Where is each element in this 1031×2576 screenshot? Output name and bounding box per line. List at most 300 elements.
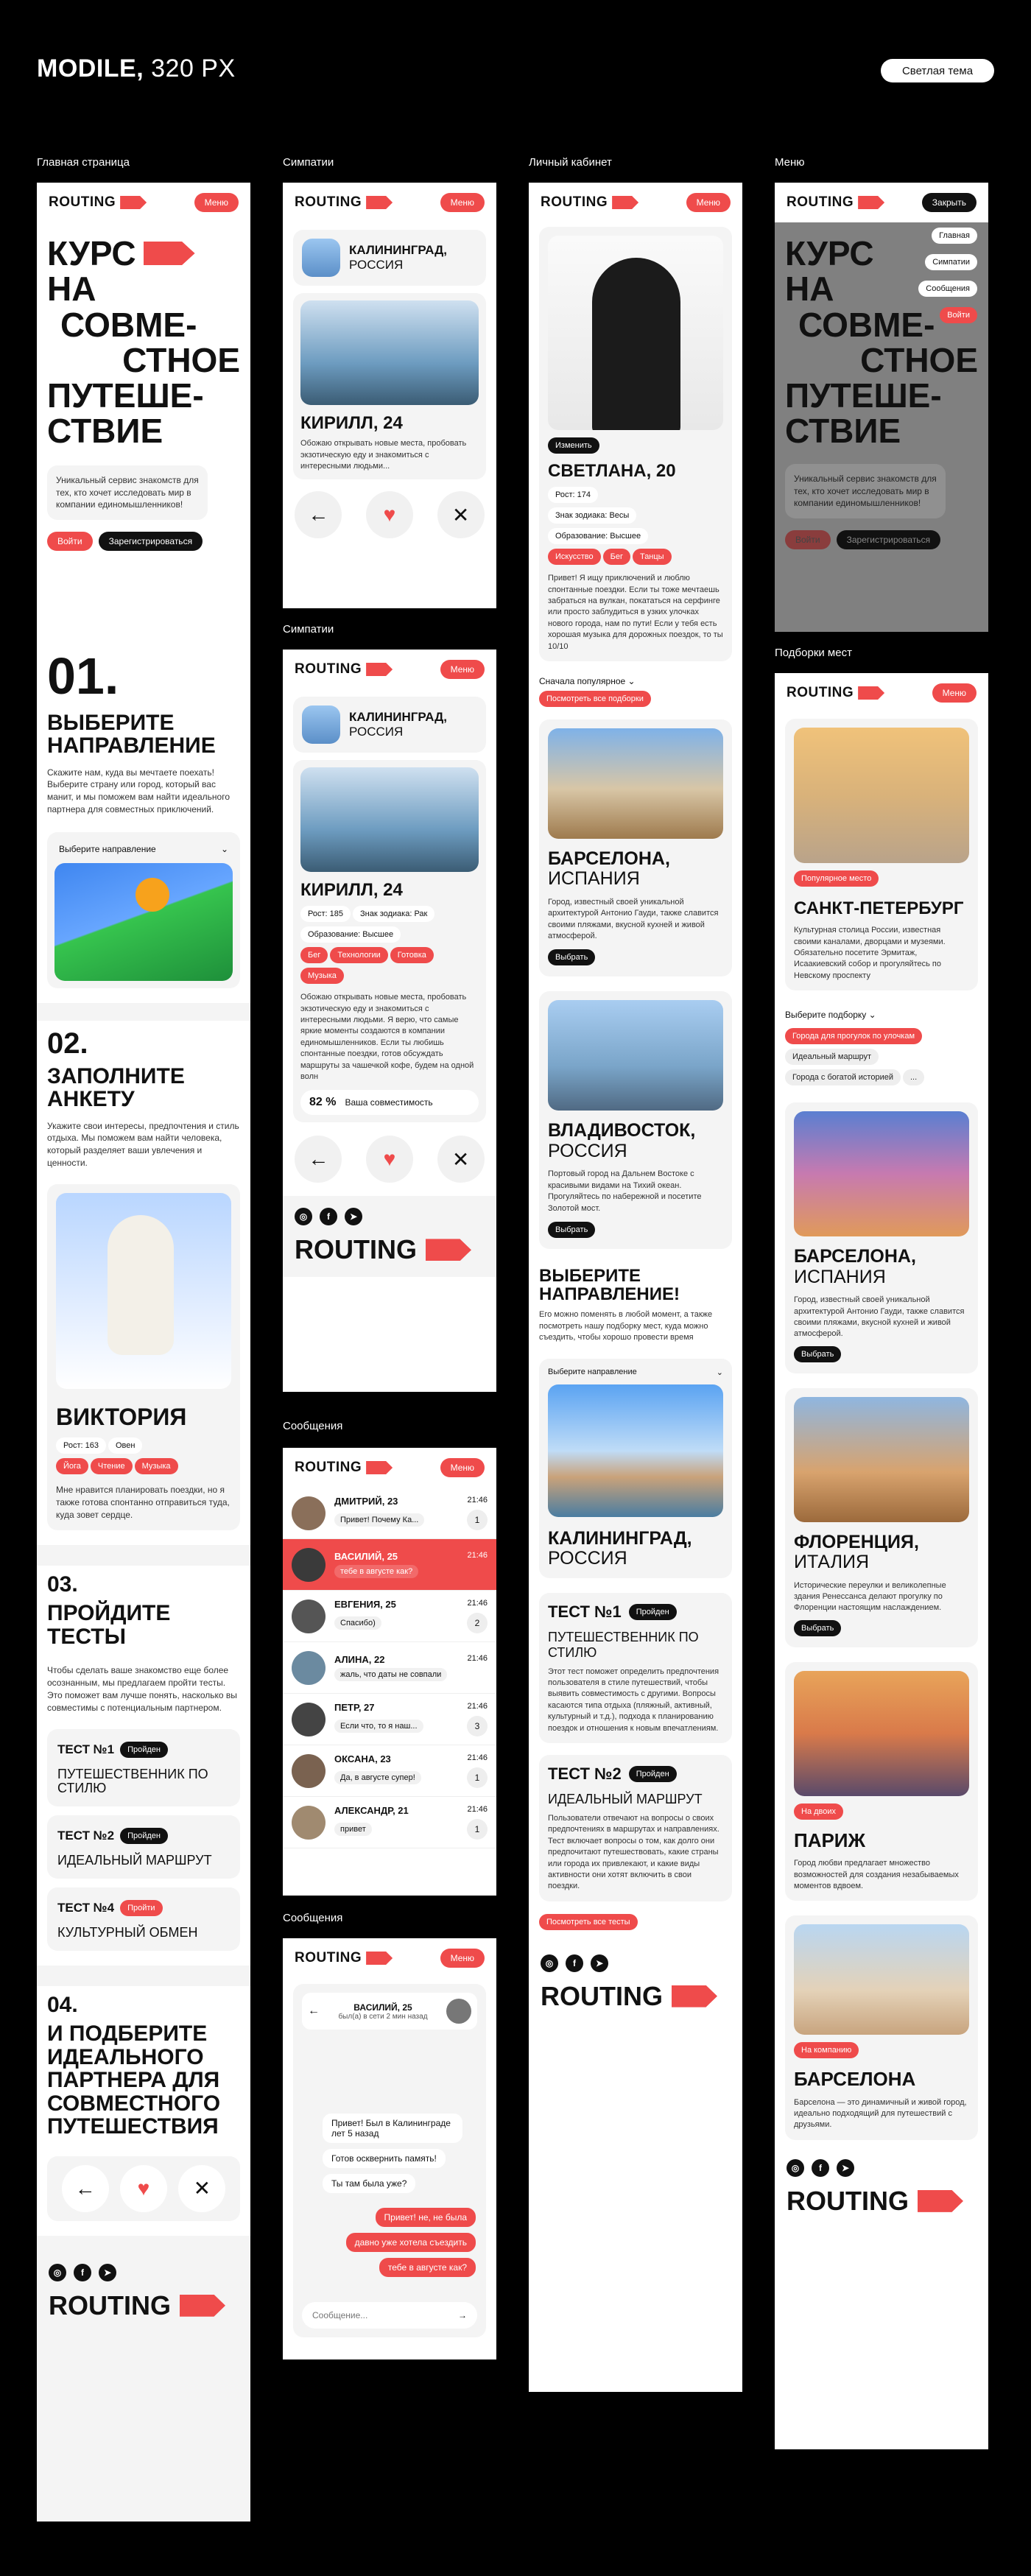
likes-detail-screen <box>283 650 496 1392</box>
message-preview: Если что, то я наш... <box>334 1720 423 1733</box>
places-screen <box>775 673 988 2449</box>
label-cabinet: Личный кабинет <box>529 156 612 169</box>
contact-name: ПЕТР, 27 <box>334 1702 375 1713</box>
country-name: РОССИЯ <box>349 725 404 739</box>
tag: Музыка <box>135 1458 178 1474</box>
message-preview: жаль, что даты не совпали <box>334 1668 447 1681</box>
facebook-icon[interactable]: f <box>566 1954 583 1972</box>
test-number: ТЕСТ №4 <box>57 1900 115 1915</box>
logo-text: ROUTING <box>49 194 116 210</box>
menu-button[interactable]: Меню <box>440 660 485 679</box>
test-name: ПУТЕШЕСТВЕННИК ПО СТИЛЮ <box>548 1629 699 1660</box>
place-text: Исторические переулки и великолепные здания Ренессанса делают прогулку по Флоренции настоящим наслаждением. <box>794 1580 946 1613</box>
incoming-message: Привет! Был в Калининграде лет 5 назад <box>323 2114 462 2143</box>
tag: Танцы <box>633 549 672 565</box>
place-image <box>794 728 969 863</box>
test-card[interactable] <box>47 1887 240 1951</box>
place-image <box>548 728 723 839</box>
send-arrow-icon[interactable]: → <box>458 2310 467 2320</box>
telegram-icon[interactable]: ➤ <box>591 1954 608 1972</box>
profile-sign: Знак зодиака: Весы <box>548 507 636 524</box>
logo-arrow-icon <box>366 1952 393 1965</box>
place-text: Портовый город на Дальнем Востоке с красивыми видами на Тихий океан. Прогуляйтесь по набережной и посетите Золотой мост. <box>548 1169 702 1213</box>
logo-text: ROUTING <box>295 661 362 677</box>
logo-arrow-icon <box>858 196 884 209</box>
footer-logo[interactable] <box>295 1234 485 1265</box>
header <box>775 183 988 222</box>
place-country: ИТАЛИЯ <box>794 1552 870 1573</box>
place-city: БАРСЕЛОНА, <box>794 1246 916 1267</box>
direction-select[interactable] <box>54 840 233 859</box>
message-time: 21:46 <box>467 1599 488 1608</box>
city-name: КАЛИНИНГРАД, <box>349 710 448 724</box>
step-text: Укажите свои интересы, предпочтения и стиль отдыха. Мы поможем вам найти человека, который разделяет ваши увлечения и ценности. <box>47 1120 239 1169</box>
profile-height: Рост: 185 <box>300 906 351 922</box>
outgoing-message: Привет! не, не была <box>376 2208 476 2227</box>
hero-line: СТВИЕ <box>785 412 901 451</box>
message-row[interactable] <box>283 1797 496 1848</box>
test-name: ПУТЕШЕСТВЕННИК ПО СТИЛЮ <box>57 1766 208 1796</box>
logo-arrow-icon <box>612 196 638 209</box>
place-city: БАРСЕЛОНА, <box>548 848 670 869</box>
place-country: РОССИЯ <box>548 1140 627 1161</box>
heart-icon[interactable]: ♥ <box>120 2165 167 2212</box>
tag: Искусство <box>548 549 601 565</box>
menu-button[interactable]: Меню <box>932 683 977 703</box>
menu-button[interactable]: Меню <box>440 193 485 212</box>
menu-list <box>918 225 979 325</box>
title-light: 320 PX <box>151 54 236 82</box>
selected-country: РОССИЯ <box>548 1548 627 1569</box>
message-time: 21:46 <box>467 1753 488 1762</box>
select-label: Выберите направление <box>59 843 156 854</box>
register-button[interactable]: Зарегистрироваться <box>99 532 203 551</box>
profile-height: Рост: 174 <box>548 487 598 503</box>
message-row[interactable] <box>283 1745 496 1797</box>
step-title: И ПОДБЕРИТЕ ИДЕАЛЬНОГО ПАРТНЕРА ДЛЯ СОВМЕСТНОГО ПУТЕШЕСТВИЯ <box>47 2021 221 2139</box>
footer <box>775 2147 988 2228</box>
menu-button[interactable]: Меню <box>440 1458 485 1477</box>
test-number: ТЕСТ №2 <box>548 1764 622 1783</box>
profile-photo <box>56 1193 231 1389</box>
filter-chip[interactable]: Идеальный маршрут <box>785 1049 879 1065</box>
facebook-icon[interactable]: f <box>812 2159 829 2177</box>
close-menu-button[interactable]: Закрыть <box>922 193 977 212</box>
filter-chip[interactable]: Города с богатой историей <box>785 1069 901 1085</box>
city-chip[interactable] <box>293 697 486 753</box>
test-card[interactable] <box>47 1729 240 1807</box>
logo[interactable] <box>295 194 393 211</box>
logo[interactable] <box>295 661 393 678</box>
swipe-controls <box>283 1136 496 1183</box>
select-place-button[interactable]: Выбрать <box>794 1346 841 1362</box>
test-name: КУЛЬТУРНЫЙ ОБМЕН <box>57 1924 198 1940</box>
place-card[interactable] <box>785 719 978 990</box>
test-status: Пройден <box>629 1766 677 1782</box>
message-row[interactable] <box>283 1488 496 1539</box>
logo-text: ROUTING <box>787 2185 909 2216</box>
test-number: ТЕСТ №1 <box>548 1602 622 1621</box>
menu-overlay[interactable] <box>775 222 988 632</box>
message-row[interactable] <box>283 1591 496 1642</box>
chat-panel <box>293 1984 486 2337</box>
menu-item-likes[interactable]: Симпатии <box>925 254 977 270</box>
profile-sign: Знак зодиака: Рак <box>353 906 434 922</box>
message-row[interactable] <box>283 1694 496 1745</box>
logo-arrow-icon <box>366 196 393 209</box>
header <box>529 183 742 222</box>
place-city: ФЛОРЕНЦИЯ, <box>794 1531 919 1552</box>
logo-text: ROUTING <box>295 1460 362 1475</box>
message-time: 21:46 <box>467 1551 488 1560</box>
test-text: Этот тест поможет определить предпочтения пользователя в стиле путешествий, чтобы выявить совместимость с другими. Вопросы касаются типа отдыха (пляжный, активный, культурный и т.д.), подхода к планированию поездок и отношения к новым впечатлениям. <box>548 1667 719 1733</box>
logo[interactable] <box>787 685 884 701</box>
profile-photo <box>548 236 723 430</box>
message-preview: Привет! Почему Ка... <box>334 1513 424 1527</box>
place-card[interactable] <box>539 991 732 1249</box>
edit-button[interactable]: Изменить <box>548 437 599 454</box>
footer-logo[interactable] <box>541 1981 731 2012</box>
avatar <box>292 1651 326 1685</box>
city-name: КАЛИНИНГРАД, <box>349 243 448 257</box>
header <box>283 1448 496 1488</box>
logo-text: ROUTING <box>49 2290 171 2320</box>
place-card[interactable] <box>785 1662 978 1901</box>
place-tag: На компанию <box>794 2042 859 2058</box>
back-arrow-icon[interactable]: ← <box>295 1136 342 1183</box>
contact-name: ЕВГЕНИЯ, 25 <box>334 1599 396 1610</box>
place-image <box>794 1671 969 1796</box>
avatar <box>292 1496 326 1530</box>
login-button[interactable]: Войти <box>47 532 93 551</box>
direction-image <box>54 863 233 981</box>
avatar <box>292 1548 326 1582</box>
menu-button[interactable]: Меню <box>440 1949 485 1968</box>
message-list <box>283 1488 496 1848</box>
avatar <box>292 1703 326 1736</box>
profile-education: Образование: Высшее <box>300 926 401 943</box>
heart-icon[interactable]: ♥ <box>366 491 413 538</box>
tree-shape <box>136 878 169 912</box>
header <box>283 183 496 222</box>
logo-text: ROUTING <box>295 1950 362 1966</box>
instagram-icon[interactable]: ◎ <box>295 1208 312 1225</box>
test-number: ТЕСТ №1 <box>57 1742 115 1756</box>
hero-line: ПУТЕШЕ- <box>785 376 942 415</box>
unread-count: 1 <box>467 1767 488 1788</box>
label-home: Главная страница <box>37 156 130 169</box>
message-time: 21:46 <box>467 1496 488 1505</box>
message-preview: Спасибо) <box>334 1616 381 1630</box>
hero-line: НА <box>47 270 96 309</box>
header <box>775 673 988 713</box>
my-profile-card <box>539 227 732 661</box>
footer <box>283 1196 496 1277</box>
avatar[interactable] <box>446 1999 471 2024</box>
profile-name: СВЕТЛАНА, 20 <box>548 461 676 481</box>
unread-count: 3 <box>467 1716 488 1736</box>
place-city: ПАРИЖ <box>794 1829 865 1851</box>
outgoing-message: давно уже хотела съездить <box>346 2233 476 2252</box>
avatar <box>292 1754 326 1788</box>
profile-text: Обожаю открывать новые места, пробовать экзотическую еду и знакомиться с интересными людьми... <box>300 439 467 471</box>
facebook-icon[interactable]: f <box>74 2264 91 2281</box>
logo-arrow-icon <box>120 196 147 209</box>
profile-height: Рост: 163 <box>56 1437 106 1454</box>
sort-select[interactable] <box>539 676 732 686</box>
logo-text: ROUTING <box>295 194 362 210</box>
contact-name: АЛИНА, 22 <box>334 1654 385 1665</box>
test-text: Пользователи отвечают на вопросы о своих предпочтениях в маршрутах и направлениях. Тест включает вопросы о том, как долго они предпочитают путешествовать, какие страны или города их привлекают, и какие виды активности они хотят включить в свои поездки. <box>548 1813 719 1891</box>
logo-text: ROUTING <box>541 194 608 210</box>
register-button: Зарегистрироваться <box>837 530 940 549</box>
logo-arrow-icon <box>180 2295 225 2317</box>
menu-button[interactable]: Меню <box>686 193 731 212</box>
hero-line: ПУТЕШЕ- <box>47 376 204 415</box>
header <box>37 183 250 222</box>
chevron-down-icon: ⌄ <box>220 843 228 854</box>
profile-education: Образование: Высшее <box>548 528 648 544</box>
test-status: Пройден <box>120 1742 168 1758</box>
label-likes-2: Симпатии <box>283 623 334 636</box>
place-image <box>548 1000 723 1111</box>
logo[interactable] <box>49 194 147 211</box>
hero-line: СТНОЕ <box>860 340 978 379</box>
chevron-down-icon: ⌄ <box>716 1368 723 1377</box>
back-arrow-icon[interactable]: ← <box>295 491 342 538</box>
place-text: Город любви предлагает множество возможностей для создания незабываемых моментов вдвоем. <box>794 1859 959 1890</box>
test-number: ТЕСТ №2 <box>57 1829 115 1843</box>
view-tests-button[interactable]: Посмотреть все тесты <box>539 1914 638 1930</box>
test-status: Пройден <box>120 1828 168 1844</box>
step-text: Скажите нам, куда вы мечтаете поехать! Выберите страну или город, который вас манит, и мы поможем вам найти идеального партнера для совместных приключений. <box>47 767 231 814</box>
incoming-message: Готов осквернить память! <box>323 2149 446 2168</box>
hero-line: СТНОЕ <box>122 340 240 379</box>
avatar <box>292 1806 326 1840</box>
place-tag: Популярное место <box>794 870 879 887</box>
hero-line: СОВМЕ- <box>60 305 197 344</box>
place-country: ИСПАНИЯ <box>548 868 640 890</box>
title-bold: MODILE, <box>37 54 144 82</box>
filter-chip[interactable]: ... <box>903 1069 924 1085</box>
logo[interactable] <box>295 1950 393 1966</box>
contact-name: ВАСИЛИЙ, 25 <box>334 1551 398 1562</box>
logo[interactable] <box>541 194 638 211</box>
label-places: Подборки мест <box>775 647 852 659</box>
menu-item-messages[interactable]: Сообщения <box>918 281 977 297</box>
hero-description: Уникальный сервис знакомств для тех, кто хочет исследовать мир в компании единомышленников! <box>47 465 208 520</box>
label-chat: Сообщения <box>283 1912 343 1924</box>
hero-line: СТВИЕ <box>47 412 163 451</box>
step-text: Чтобы сделать ваше знакомство еще более осознанным, мы предлагаем пройти тесты. Это поможет вам лучше понять, насколько вы совместимы с потенциальным партнером. <box>47 1665 237 1713</box>
telegram-icon[interactable]: ➤ <box>99 2264 116 2281</box>
select-place-button[interactable]: Выбрать <box>794 1620 841 1636</box>
place-city: САНКТ-ПЕТЕРБУРГ <box>794 898 964 918</box>
outgoing-message: тебе в августе как? <box>379 2258 476 2277</box>
logo-arrow-icon <box>672 1985 717 2007</box>
chat-header <box>302 1993 477 2030</box>
place-text: Город, известный своей уникальной архитектурой Антонио Гауди, также славится своими пляжами, вкусной кухней и живой атмосферой. <box>794 1295 965 1339</box>
section-text: Его можно поменять в любой момент, а также посмотреть нашу подборку мест, куда можно съездить, чтобы хорошо провести время <box>539 1310 713 1342</box>
place-text: Барселона — это динамичный и живой город, идеально подходящий для путешествий с друзьями. <box>794 2097 967 2130</box>
place-image <box>794 1924 969 2035</box>
message-row[interactable] <box>283 1642 496 1694</box>
step-number: 02. <box>47 1027 88 1060</box>
footer <box>529 1943 742 2024</box>
sort-label: Сначала популярное <box>539 675 626 686</box>
profile-text: Обожаю открывать новые места, пробовать экзотическую еду и знакомиться с интересными людьми. Я верю, что самые яркие моменты создаются в компании единомышленников. Если ты любишь спонтанные поездки, готов обсуждать маршруты за чашечкой кофе, будем на одной волн <box>300 993 474 1081</box>
menu-item-login[interactable]: Войти <box>940 307 977 323</box>
message-preview: привет <box>334 1823 372 1836</box>
instagram-icon[interactable]: ◎ <box>787 2159 804 2177</box>
back-arrow-icon[interactable]: ← <box>62 2165 109 2212</box>
facebook-icon[interactable]: f <box>320 1208 337 1225</box>
collection-select[interactable] <box>785 1010 978 1020</box>
chevron-down-icon: ⌄ <box>868 1010 876 1021</box>
test-card[interactable] <box>539 1755 732 1901</box>
step-title: ЗАПОЛНИТЕ АНКЕТУ <box>47 1063 185 1112</box>
label-messages: Сообщения <box>283 1420 343 1432</box>
place-card[interactable] <box>539 719 732 977</box>
tag: Готовка <box>390 947 434 963</box>
chat-name: ВАСИЛИЙ, 25 <box>353 2002 412 2013</box>
tag: Бег <box>603 549 630 565</box>
step-number: 01. <box>47 647 119 705</box>
message-input[interactable] <box>302 2302 477 2329</box>
profile-sign: Овен <box>108 1437 142 1454</box>
tag: Бег <box>300 947 328 963</box>
logo-arrow-icon <box>366 1461 393 1474</box>
close-icon[interactable]: ✕ <box>437 491 485 538</box>
swipe-controls <box>47 2156 240 2221</box>
header <box>283 650 496 689</box>
cabinet-screen <box>529 183 742 2392</box>
message-row[interactable] <box>283 1539 496 1591</box>
place-country: ИСПАНИЯ <box>794 1266 886 1287</box>
profile-card[interactable] <box>47 1184 240 1530</box>
place-city: ВЛАДИВОСТОК, <box>548 1120 696 1141</box>
city-thumb <box>302 705 340 744</box>
close-icon[interactable]: ✕ <box>437 1136 485 1183</box>
input-placeholder: Сообщение... <box>312 2310 368 2320</box>
tag: Музыка <box>300 968 344 984</box>
theme-toggle-button[interactable]: Светлая тема <box>881 59 994 82</box>
test-name: ИДЕАЛЬНЫЙ МАРШРУТ <box>57 1853 212 1868</box>
place-card[interactable] <box>785 1915 978 2139</box>
city-chip[interactable] <box>293 230 486 286</box>
profile-text: Мне нравится планировать поездки, но я также готова спонтанно отправиться туда, куда зовет сердце. <box>56 1485 230 1521</box>
view-all-button[interactable]: Посмотреть все подборки <box>539 691 651 707</box>
direction-select[interactable] <box>548 1368 723 1377</box>
label-menu: Меню <box>775 156 805 169</box>
close-icon[interactable]: ✕ <box>178 2165 225 2212</box>
logo[interactable] <box>787 194 884 211</box>
direction-image <box>548 1384 723 1517</box>
instagram-icon[interactable]: ◎ <box>49 2264 66 2281</box>
tag: Чтение <box>91 1458 133 1474</box>
test-card[interactable] <box>47 1815 240 1879</box>
hero-line: КУРС <box>785 234 874 272</box>
likes-screen <box>283 183 496 608</box>
profile-photo <box>300 300 479 405</box>
back-arrow-icon[interactable]: ← <box>308 2005 320 2017</box>
footer-logo[interactable] <box>787 2186 977 2217</box>
hero-title <box>47 236 240 449</box>
select-place-button[interactable]: Выбрать <box>548 949 595 965</box>
heart-icon[interactable]: ♥ <box>366 1136 413 1183</box>
telegram-icon[interactable]: ➤ <box>837 2159 854 2177</box>
step-number: 04. <box>47 1992 78 2017</box>
contact-name: ДМИТРИЙ, 23 <box>334 1496 398 1507</box>
profile-about: Привет! Я ищу приключений и люблю спонтанные поездки. Если ты тоже мечтаешь забраться на вулкан, покататься на серфинге или просто заблудиться в узких улочках нового города, нам по пути! Если у тебя есть хорошая музыка для дорожных поездок, то ты 10/10 <box>548 574 723 651</box>
instagram-icon[interactable]: ◎ <box>541 1954 558 1972</box>
profile-name: КИРИЛЛ, 24 <box>300 413 403 433</box>
home-screen <box>37 183 250 2522</box>
logo[interactable] <box>295 1460 393 1476</box>
country-name: РОССИЯ <box>349 258 404 272</box>
figure-shape <box>592 258 680 430</box>
contact-name: АЛЕКСАНДР, 21 <box>334 1805 409 1816</box>
hero-line: СОВМЕ- <box>798 305 935 344</box>
selected-city: КАЛИНИНГРАД, <box>548 1527 692 1549</box>
profile-card[interactable] <box>293 760 486 1122</box>
place-tag: На двоих <box>794 1803 843 1820</box>
profile-name: ВИКТОРИЯ <box>56 1403 187 1430</box>
logo-text: ROUTING <box>787 194 854 210</box>
section-title: ВЫБЕРИТЕ НАПРАВЛЕНИЕ! <box>539 1266 680 1305</box>
step-number: 03. <box>47 1572 78 1597</box>
select-place-button[interactable]: Выбрать <box>548 1222 595 1238</box>
filter-chip[interactable]: Города для прогулок по улочкам <box>785 1028 922 1044</box>
menu-screen <box>775 183 988 632</box>
select-label: Выберите направление <box>548 1367 637 1376</box>
logo-arrow-icon <box>918 2190 963 2212</box>
chevron-down-icon: ⌄ <box>627 675 636 686</box>
menu-button[interactable]: Меню <box>194 193 239 212</box>
arrow-icon <box>144 242 195 265</box>
chat-status: был(а) в сети 2 мин назад <box>338 2012 428 2021</box>
messages-screen <box>283 1448 496 1896</box>
logo-arrow-icon <box>858 686 884 700</box>
telegram-icon[interactable]: ➤ <box>345 1208 362 1225</box>
place-card[interactable] <box>785 1388 978 1647</box>
incoming-message: Ты там была уже? <box>323 2174 415 2193</box>
header <box>283 1938 496 1978</box>
hero-description: Уникальный сервис знакомств для тех, кто хочет исследовать мир в компании единомышленников! <box>785 464 946 518</box>
menu-item-home[interactable]: Главная <box>932 228 977 244</box>
test-status[interactable]: Пройти <box>120 1900 162 1916</box>
step-title: ПРОЙДИТЕ ТЕСТЫ <box>47 1601 171 1649</box>
place-text: Культурная столица России, известная своими каналами, дворцами и музеями. Обязательно посетите Эрмитаж, Исаакиевский собор и прогуляйтесь по Невскому проспекту <box>794 926 946 980</box>
direction-card[interactable] <box>539 1359 732 1578</box>
tag: Йога <box>56 1458 88 1474</box>
logo-arrow-icon <box>366 663 393 676</box>
city-thumb <box>302 239 340 277</box>
place-card[interactable] <box>785 1102 978 1373</box>
steps-section <box>37 632 250 2522</box>
test-name: ИДЕАЛЬНЫЙ МАРШРУТ <box>548 1791 703 1806</box>
footer-logo[interactable] <box>49 2290 239 2321</box>
logo-text: ROUTING <box>787 685 854 700</box>
test-card[interactable] <box>539 1593 732 1743</box>
compatibility <box>300 1090 479 1115</box>
message-preview: Да, в августе супер! <box>334 1771 421 1784</box>
footer <box>37 2252 250 2333</box>
profile-card[interactable] <box>293 293 486 479</box>
message-preview: тебе в августе как? <box>334 1565 418 1578</box>
step-title: ВЫБЕРИТЕ НАПРАВЛЕНИЕ <box>47 710 216 758</box>
filter-label: Выберите подборку <box>785 1010 867 1021</box>
